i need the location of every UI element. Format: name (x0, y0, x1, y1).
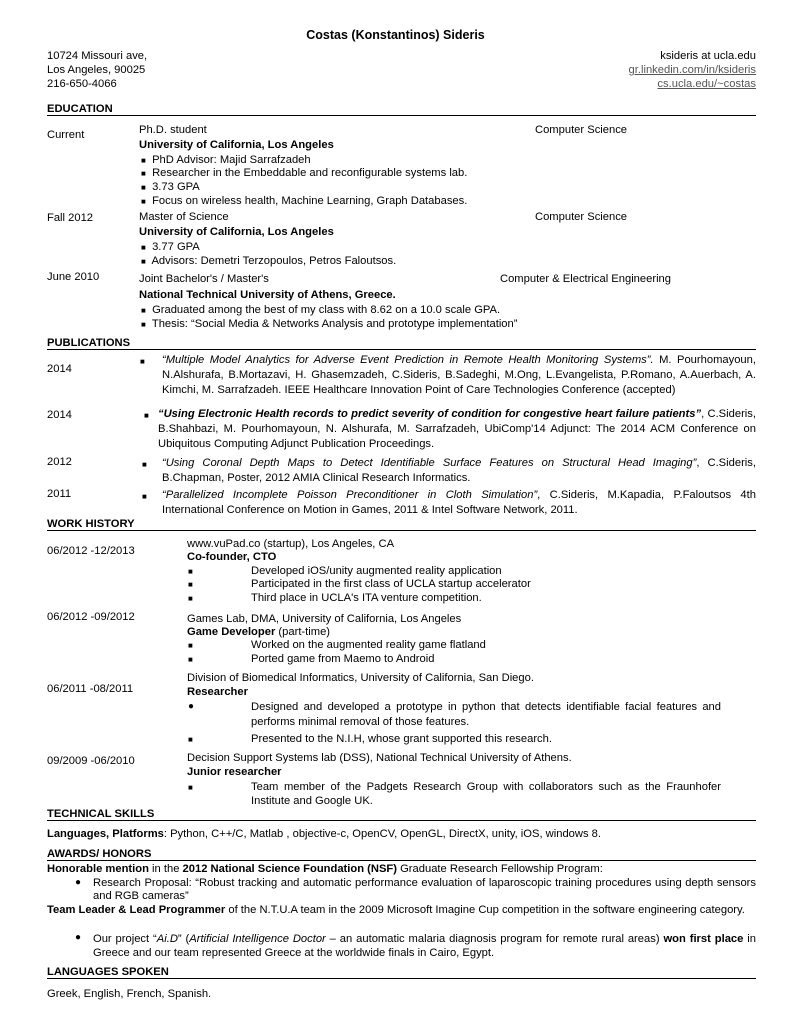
phone-number: 216-650-4066 (47, 78, 117, 90)
publication-year: 2012 (47, 456, 72, 468)
award-imagine-cup: Team Leader & Lead Programmer of the N.T.U.A team in the 2009 Microsoft Imagine Cup competition in the software engineering category. (47, 904, 745, 916)
education-bullet: ■ 3.73 GPA (141, 181, 200, 193)
education-school: University of California, Los Angeles (139, 226, 334, 238)
section-heading-education: EDUCATION (47, 103, 113, 115)
bullet-icon: ● (75, 877, 82, 888)
publication-citation: “Parallelized Incomplete Poisson Preconditioner in Cloth Simulation”, C.Sideris, M.Kapadia, P.Faloutsos 4th International Conference on Motion in Games, 2011 & Intel Software Network, 2011. (162, 489, 756, 516)
education-school: National Technical University of Athens, Greece. (139, 289, 396, 301)
work-bullet: Designed and developed a prototype in python that detects identifiable facial features and performs minimal removal of those features. (251, 701, 721, 728)
work-organization: Decision Support Systems lab (DSS), National Technical University of Athens. (187, 752, 572, 764)
section-heading-awards: AWARDS/ HONORS (47, 848, 152, 860)
section-divider (47, 349, 756, 350)
section-heading-technical-skills: TECHNICAL SKILLS (47, 808, 155, 820)
work-role: Junior researcher (187, 766, 282, 778)
education-field: Computer Science (535, 124, 628, 136)
work-bullet: Participated in the first class of UCLA startup accelerator (251, 578, 531, 590)
publication-year: 2014 (47, 363, 72, 375)
section-divider (47, 820, 756, 821)
skills-line: Languages, Platforms: Python, C++/C, Matlab , objective-c, OpenCV, OpenGL, DirectX, unity, iOS, windows 8. (47, 828, 602, 840)
work-organization: Division of Biomedical Informatics, University of California, San Diego. (187, 672, 534, 684)
work-bullet: Team member of the Padgets Research Group with collaborators such as the Fraunhofer Institute and Google UK. (251, 781, 721, 807)
bullet-icon: ■ (142, 492, 147, 501)
address-line-1: 10724 Missouri ave, (47, 50, 148, 62)
address-line-2: Los Angeles, 90025 (47, 64, 146, 76)
education-degree: Joint Bachelor's / Master's (139, 273, 269, 285)
email-address: ksideris at ucla.edu (660, 50, 756, 62)
publication-citation: “Multiple Model Analytics for Adverse Event Prediction in Remote Health Monitoring Systems”. M. Pourhomayoun, N.Alshurafa, B.Mortazavi, H. Ghasemzadeh, C.Sideris, B.Sadeghi, M.Ong, L.Evangelista, P.Romano, A.Auerbach, A. Kimchi, M. Sarrafzadeh. IEEE Healthcare Innovation Point of Care Technologies Conference (accepted) (162, 354, 756, 396)
work-dates: 09/2009 -06/2010 (47, 755, 135, 767)
education-date: Current (47, 129, 85, 141)
section-divider (47, 860, 756, 861)
education-field: Computer Science (535, 211, 628, 223)
education-bullet: ■ Graduated among the best of my class with 8.62 on a 10.0 scale GPA. (141, 304, 501, 316)
resume-name: Costas (Konstantinos) Sideris (306, 28, 485, 42)
bullet-icon: ■ (188, 783, 193, 792)
section-heading-languages: LANGUAGES SPOKEN (47, 966, 169, 978)
work-bullet: Third place in UCLA's ITA venture competition. (251, 592, 482, 604)
education-bullet: ■ Advisors: Demetri Terzopoulos, Petros Faloutsos. (141, 255, 397, 267)
education-bullet: ■ Focus on wireless health, Machine Learning, Graph Databases. (141, 195, 468, 207)
section-heading-publications: PUBLICATIONS (47, 337, 131, 349)
work-organization: Games Lab, DMA, University of California, Los Angeles (187, 613, 462, 625)
languages-list: Greek, English, French, Spanish. (47, 988, 212, 1000)
publication-year: 2014 (47, 409, 72, 421)
publication-year: 2011 (47, 488, 72, 500)
work-role: Game Developer (part-time) (187, 626, 331, 638)
work-organization: www.vuPad.co (startup), Los Angeles, CA (187, 538, 395, 550)
education-degree: Master of Science (139, 211, 229, 223)
work-bullet: Worked on the augmented reality game flatland (251, 639, 486, 651)
education-school: University of California, Los Angeles (139, 139, 334, 151)
publication-citation: “Using Electronic Health records to predict severity of condition for congestive heart failure patients”, C.Sideris, B.Shahbazi, M. Pourhomayoun, N. Alshurafa, M. Sarrafzadeh, UbiComp'14 Adjunct: The 2014 ACM Conference on Ubiquitous Computing Adjunct Publication Proceedings. (158, 408, 756, 450)
work-dates: 06/2011 -08/2011 (47, 683, 134, 695)
section-divider (47, 978, 756, 979)
publication-citation: “Using Coronal Depth Maps to Detect Identifiable Surface Features on Structural Head Imaging”, C.Sideris, B.Chapman, Poster, 2012 AMIA Clinical Research Informatics. (162, 457, 756, 484)
bullet-icon: ■ (144, 411, 149, 420)
bullet-icon: ● (75, 932, 82, 943)
section-divider (47, 530, 756, 531)
bullet-icon: ■ (188, 735, 193, 744)
linkedin-link[interactable]: gr.linkedin.com/in/ksideris (628, 64, 756, 76)
education-bullet: ■ PhD Advisor: Majid Sarrafzadeh (141, 154, 311, 166)
work-bullet: Developed iOS/unity augmented reality application (251, 565, 502, 577)
education-degree: Ph.D. student (139, 124, 207, 136)
education-bullet: ■ Thesis: “Social Media & Networks Analysis and prototype implementation” (141, 318, 518, 330)
bullet-icon: ■ (188, 594, 193, 603)
education-field: Computer & Electrical Engineering (500, 273, 672, 285)
bullet-icon: ■ (142, 460, 147, 469)
website-link[interactable]: cs.ucla.edu/~costas (657, 78, 756, 90)
work-role: Co-founder, CTO (187, 551, 277, 563)
education-bullet: ■ Researcher in the Embeddable and reconfigurable systems lab. (141, 167, 468, 179)
bullet-icon: ■ (188, 655, 193, 664)
award-bullet: Our project “Ai.D” (Artificial Intelligence Doctor – an automatic malaria diagnosis program for remote rural areas) won first place in Greece and our team represented Greece at the worldwide finals in Cairo, Egypt. (93, 933, 756, 959)
section-divider (47, 115, 756, 116)
education-date: Fall 2012 (47, 212, 94, 224)
award-nsf: Honorable mention in the 2012 National Science Foundation (NSF) Graduate Research Fellowship Program: (47, 863, 603, 875)
bullet-icon: ■ (140, 357, 145, 366)
bullet-icon: ■ (188, 567, 193, 576)
education-bullet: ■ 3.77 GPA (141, 241, 200, 253)
award-bullet: Research Proposal: “Robust tracking and automatic performance evaluation of laparoscopic training procedures using depth sensors and RGB cameras” (93, 877, 756, 902)
work-dates: 06/2012 -09/2012 (47, 611, 135, 623)
work-dates: 06/2012 -12/2013 (47, 545, 135, 557)
bullet-icon: ■ (188, 641, 193, 650)
bullet-icon: ● (188, 701, 195, 712)
education-date: June 2010 (47, 271, 100, 283)
work-bullet: Presented to the N.I.H, whose grant supported this research. (251, 733, 552, 745)
work-role: Researcher (187, 686, 248, 698)
section-heading-work-history: WORK HISTORY (47, 518, 135, 530)
bullet-icon: ■ (188, 580, 193, 589)
work-bullet: Ported game from Maemo to Android (251, 653, 435, 665)
